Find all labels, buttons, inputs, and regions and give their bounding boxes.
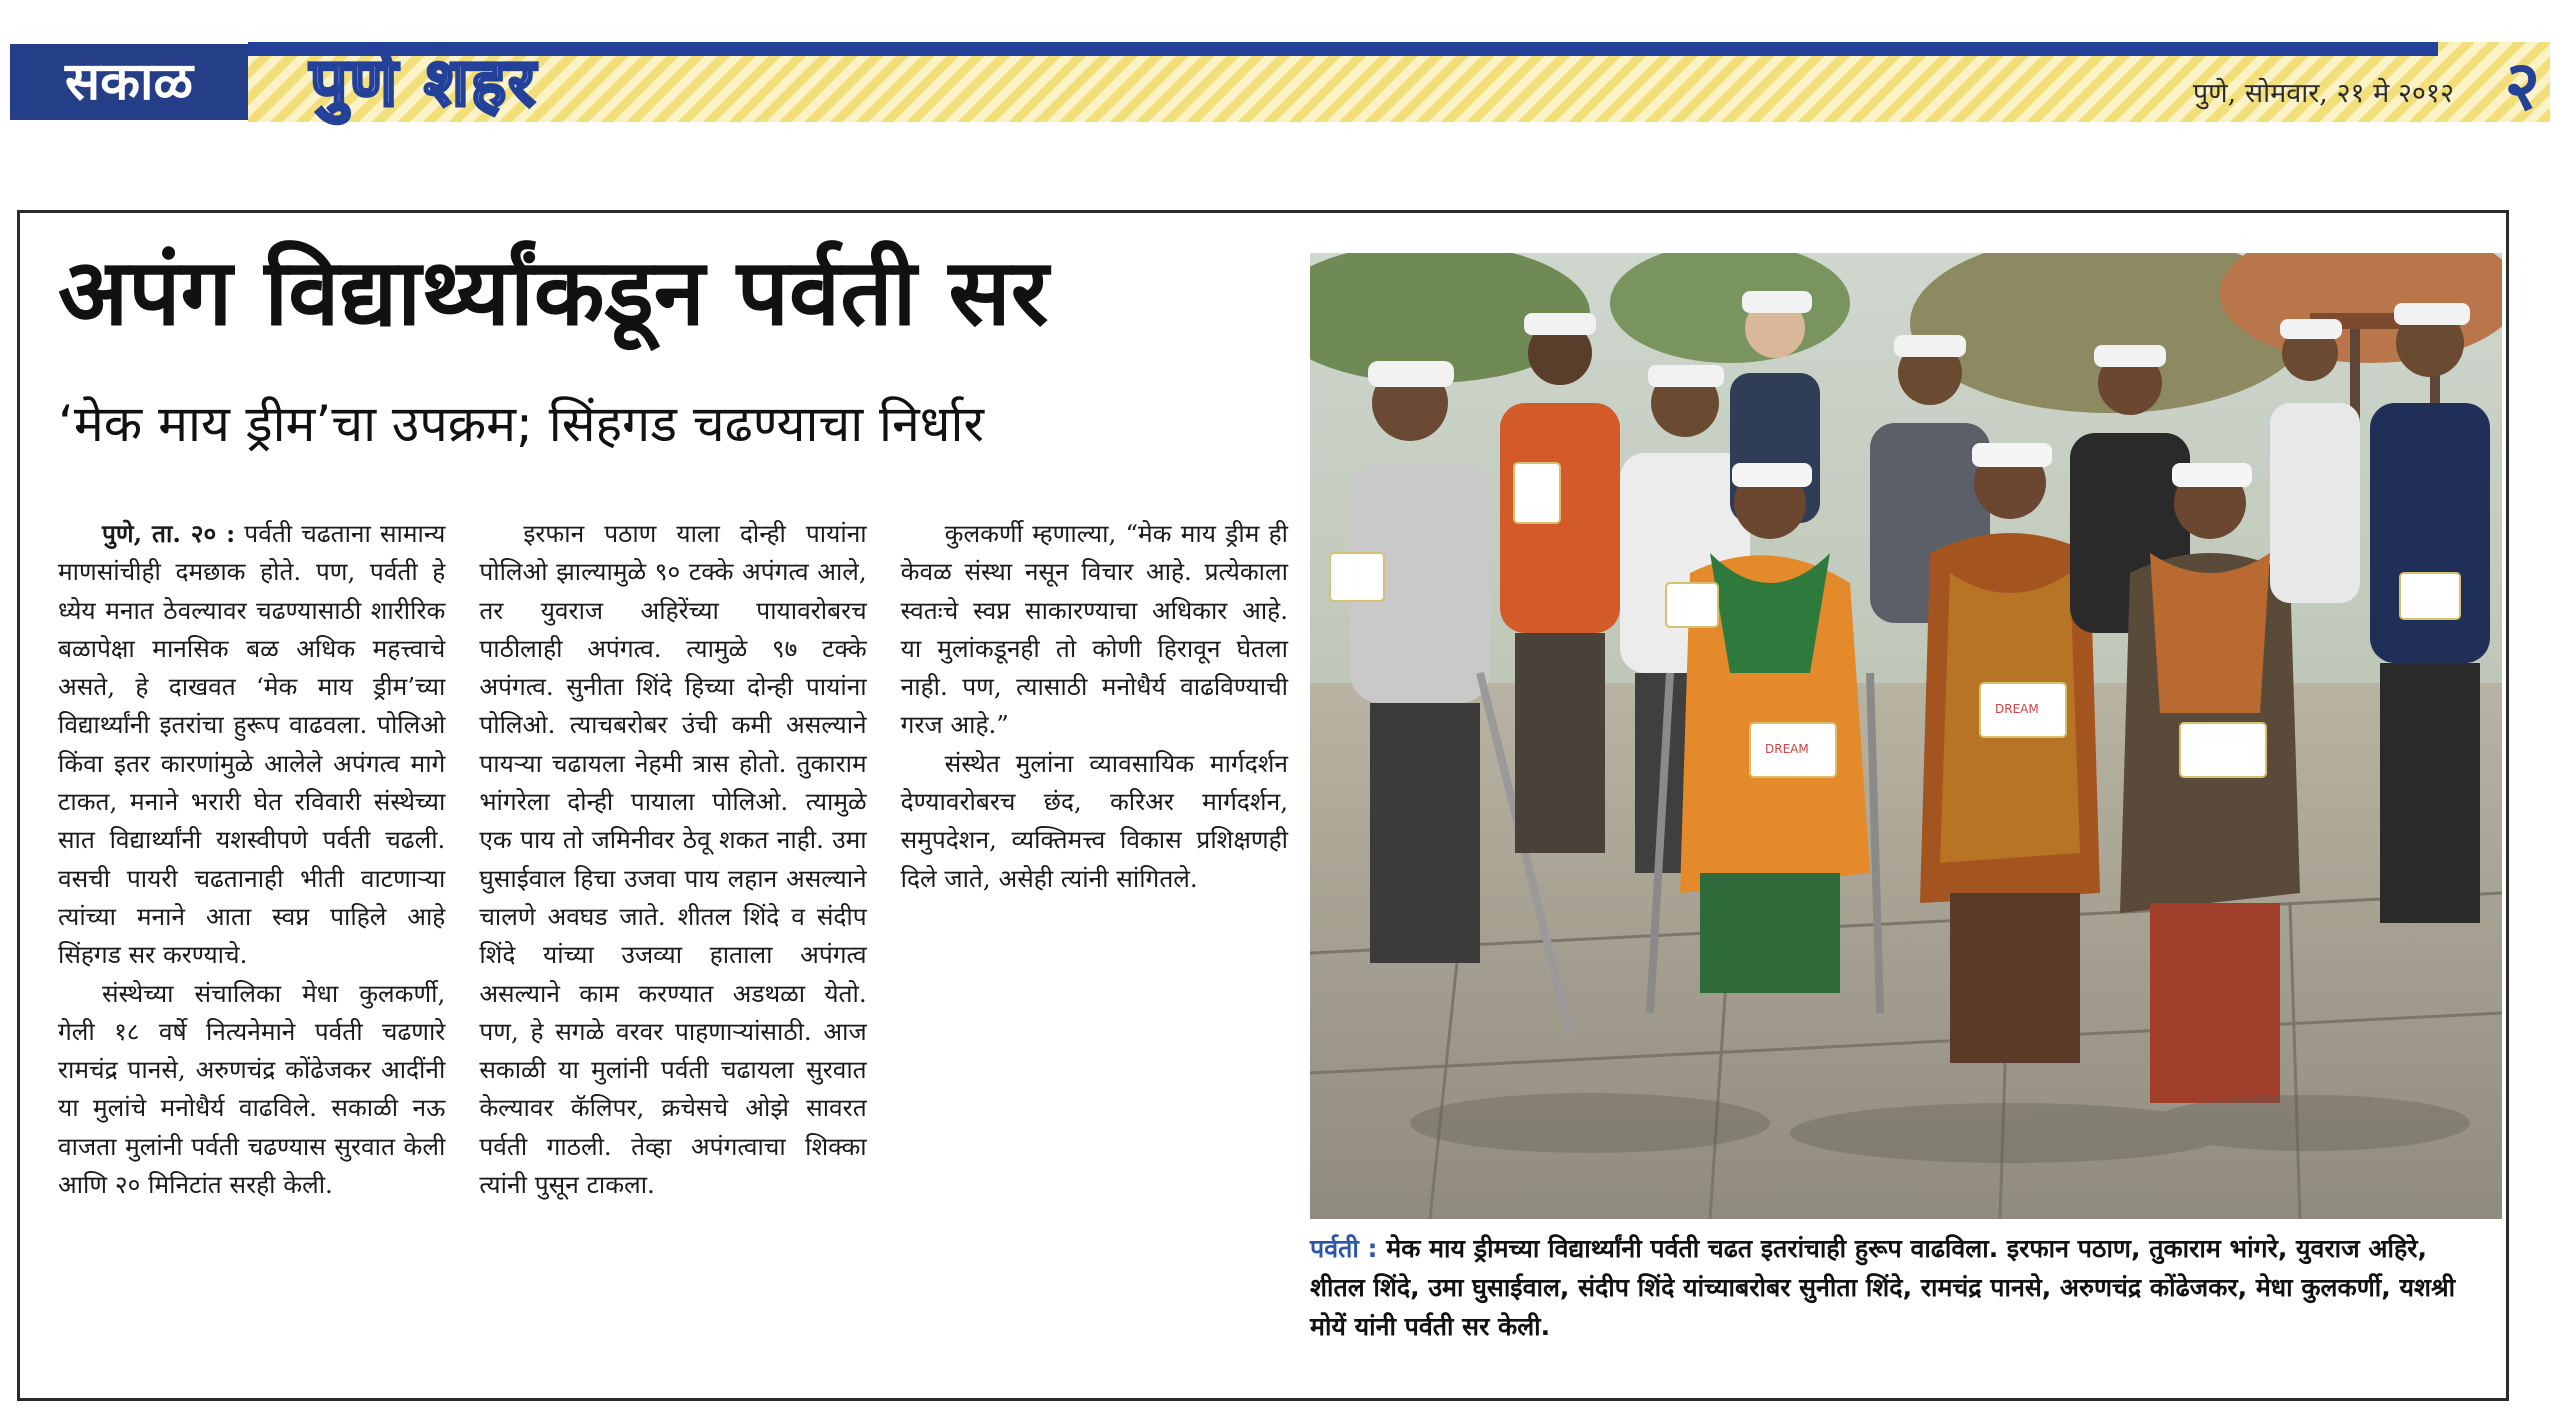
badge-text: DREAM [1765,742,1809,756]
article-dateline: पुणे, ता. २० : [102,519,236,548]
article-paragraph: संस्थेच्या संचालिका मेधा कुलकर्णी, गेली १८ वर्षे नित्यनेमाने पर्वती चढणारे रामचंद्र पानसे, अरुणचंद्र कोंढेजकर आदींनी या मुलांचे मनोधैर्य वाढविले. सकाळी नऊ वाजता मुलांनी पर्वती चढण्यास सुरवात केली आणि २० मिनिटांत सरही केली. [58,978,446,1200]
caption-tag: पर्वती : [1310,1234,1378,1263]
paragraph-text: पर्वती चढताना सामान्य माणसांचीही दमछाक होते. पण, पर्वती हे ध्येय मनात ठेवल्यावर चढण्यासाठी शारीरिक बळापेक्षा मानसिक बळ अधिक महत्त्वाचे असते, हे दाखवत ‘मेक माय ड्रीम’च्या विद्यार्थ्यांनी इतरांचा हुरूप वाढवला. पोलिओ किंवा इतर कारणांमुळे आलेले अपंगत्व मागे टाकत, मनाने भरारी घेत रविवारी संस्थेच्या सात विद्यार्थ्यांनी यशस्वीपणे पर्वती चढली. वसची पायरी चढतानाही भीती वाटणाऱ्या त्यांच्या मनाने आता स्वप्न पाहिले आहे सिंहगड सर करण्याचे. [58,519,446,970]
article-paragraph: संस्थेत मुलांना व्यावसायिक मार्गदर्शन देण्यावरोबरच छंद, करिअर मार्गदर्शन, समुपदेशन, व्यक्तिमत्त्व विकास प्रशिक्षणही दिले जाते, असेही त्यांनी सांगितले. [900,748,1288,893]
article-column-1 [58,515,445,1365]
article-photo [1310,253,2502,1219]
page-number: २ [2504,46,2540,126]
badge-text: DREAM [1995,702,2039,716]
article-subhead: ‘मेक माय ड्रीम’चा उपक्रम; सिंहगड चढण्याचा निर्धार [58,395,984,453]
photo-caption [1310,1229,2490,1346]
section-title: पुणे शहर [310,43,538,121]
photo-illustration [1310,253,2502,1219]
article-column-2 [479,515,866,1365]
issue-dateline: पुणे, सोमवार, २१ मे २०१२ [2192,78,2454,109]
article-column-3 [901,515,1288,1365]
caption-text: मेक माय ड्रीमच्या विद्यार्थ्यांनी पर्वती चढत इतरांचाही हुरूप वाढविला. इरफान पठाण, तुकाराम भांगरे, युवराज अहिरे, शीतल शिंदे, उमा घुसाईवाल, संदीप शिंदे यांच्याबरोबर सुनीता शिंदे, रामचंद्र पानसे, अरुणचंद्र कोंढेजकर, मेधा कुलकर्णी, यशश्री मोयें यांनी पर्वती सर केली. [1310,1234,2456,1341]
masthead-blue-bar [248,42,2438,56]
article-paragraph: इरफान पठाण याला दोन्ही पायांना पोलिओ झाल्यामुळे ९० टक्के अपंगत्व आले, तर युवराज अहिरेंच्या पायावरोबरच पाठीलाही अपंगत्व. त्यामुळे ९७ टक्के अपंगत्व. सुनीता शिंदे हिच्या दोन्ही पायांना पोलिओ. त्याचबरोबर उंची कमी असल्याने पायऱ्या चढायला नेहमी त्रास होतो. तुकाराम भांगरेला दोन्ही पायाला पोलिओ. त्यामुळे एक पाय तो जमिनीवर ठेवू शकत नाही. उमा घुसाईवाल हिचा उजवा पाय लहान असल्याने चालणे अवघड जाते. शीतल शिंदे व संदीप शिंदे यांच्या उजव्या हाताला अपंगत्व असल्याने काम करण्यात अडथळा येतो. पण, हे सगळे वरवर पाहणाऱ्यांसाठी. आज सकाळी या मुलांनी पर्वती चढायला सुरवात केल्यावर कॅलिपर, क्रचेसचे ओझे सावरत पर्वती गाठली. तेव्हा अपंगत्वाचा शिक्का त्यांनी पुसून टाकला. [479,519,867,1200]
article-body [58,515,1288,1365]
article-headline: अपंग विद्यार्थ्यांकडून पर्वती सर [58,239,1049,346]
article-frame [17,210,2509,1401]
article-paragraph [58,515,445,975]
newspaper-logo: सकाळ [10,44,248,120]
masthead [10,32,2550,128]
article-paragraph: कुलकर्णी म्हणाल्या, “मेक माय ड्रीम ही केवळ संस्था नसून विचार आहे. प्रत्येकाला स्वतःचे स्वप्न साकारण्याचा अधिकार आहे. या मुलांकडूनही तो कोणी हिरावून घेतला नाही. पण, त्यासाठी मनोधैर्य वाढविण्याची गरज आहे.” [900,519,1288,740]
